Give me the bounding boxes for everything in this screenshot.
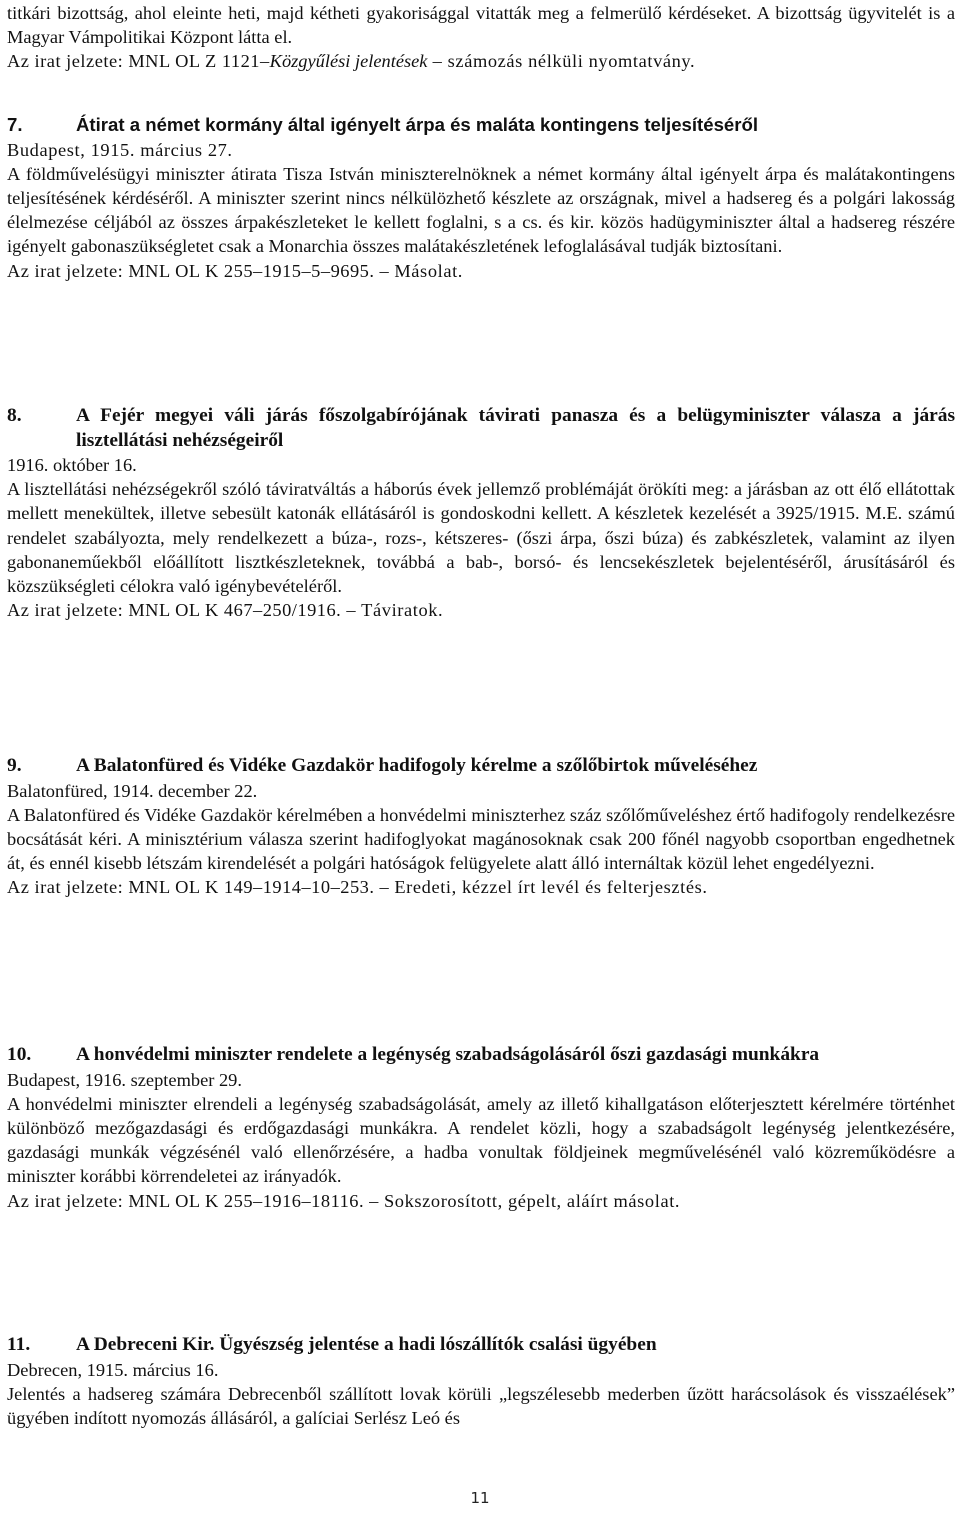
section-title: Átirat a német kormány által igényelt árpa és maláta kontingens teljesítéséről xyxy=(76,114,759,135)
ref-label: Az irat jelzete: xyxy=(7,51,124,72)
section-body: A honvédelmi miniszter elrendeli a legénység szabadságolását, amely az illető kihallgatáson előterjesztett kérelmére történhet különböző mezőgazdasági és erdőgazdasági munkákra. A rendelet közli, hogy a szabadságolt legénység jelentkezésére, gazdasági munkák végzésénél való ellenőrzésére, a hadba vonultak földjeinek megművelésénél való közreműködésre a miniszter korábbi körrendeletei az irányadók. xyxy=(7,1093,955,1187)
section-title: A Debreceni Kir. Ügyészség jelentése a hadi lószállítók csalási ügyében xyxy=(76,1334,657,1355)
ref-code: MNL OL K 467–250/1916. – xyxy=(123,600,362,621)
section-9 xyxy=(7,754,955,900)
ref-label: Az irat jelzete: xyxy=(7,260,124,281)
section-heading xyxy=(7,1043,955,1068)
section-8 xyxy=(7,404,955,622)
ref-code: MNL OL K 255–1916–18116. – xyxy=(123,1190,384,1211)
section-place-date: Budapest, 1916. szeptember 29. xyxy=(7,1069,242,1090)
ref-code: MNL OL K 255–1915–5–9695. – xyxy=(123,260,395,281)
section-title: A Fejér megyei váli járás főszolgabírójának távirati panasza és a belügyminiszter válasza a járás lisztellátási nehézségeiről xyxy=(76,405,955,451)
section-number: 8. xyxy=(7,405,22,426)
ref-tail: Eredeti, kézzel írt levél és felterjesztés. xyxy=(394,877,708,898)
section-place-date: 1916. október 16. xyxy=(7,455,137,475)
section-heading xyxy=(7,113,955,138)
ref-tail: – számozás nélküli nyomtatvány. xyxy=(427,51,696,72)
section-title: A honvédelmi miniszter rendelete a legénység szabadságolásáról őszi gazdasági munkákra xyxy=(76,1044,820,1065)
ref-tail: Másolat. xyxy=(394,260,463,281)
ref-label: Az irat jelzete: xyxy=(7,1190,124,1211)
section-reference xyxy=(7,1189,955,1213)
section-number: 9. xyxy=(7,755,22,776)
section-body: A lisztellátási nehézségekről szóló táviratváltás a háborús évek jellemző problémáját örökíti meg: a járásban az ott élő ellátottak mellett menekültek, illetve sebesült katonák ellátásáról is gondoskodni kellett. A készletek kezelését a 3925/1915. M.E. számú rendelet szabályozta, mely rendelkezett a búza-, rozs-, kétszeres- (őszi árpa, őszi búza) és zabkészletek, valamint az ilyen gabonaneműekből előállított lisztkészleteknek, továbbá a bab-, borsó- és lencsekészletek bejelentéséről, árusításáról és közszükségleti célokra való igénybevételéről. xyxy=(7,479,955,597)
page-number: 11 xyxy=(470,1489,490,1507)
section-number: 7. xyxy=(7,114,23,135)
section-body: Jelentés a hadsereg számára Debrecenből szállított lovak körüli „legszélesebb mederben űzött harácsolások és visszaélések” ügyében indított nyomozás állásáról, a galíciai Serlész Leó és xyxy=(7,1383,955,1428)
section-number: 10. xyxy=(7,1044,32,1065)
ref-code: MNL OL Z 1121– xyxy=(123,51,270,72)
ref-tail: Sokszorosított, gépelt, aláírt másolat. xyxy=(383,1190,681,1211)
section-body: A földművelésügyi miniszter átirata Tisza István miniszterelnöknek a német kormány által igényelt árpa és malátakontingens teljesítésének kérdéséről. A miniszter szerint nincs nélkülözhető készlete az országnak, mivel a hadsereg és a polgári lakosság élelmezése céljából az összes árpakészleteket le kellett foglalni, s a cs. és kir. közös hadügyminiszter által a hadsereg részére igényelt gabonaszükségletet csak a Monarchia összes malátakészletének lefoglalásával tudják biztosítani. xyxy=(7,163,955,257)
section-7 xyxy=(7,113,955,283)
section-reference xyxy=(7,598,955,622)
ref-label: Az irat jelzete: xyxy=(7,877,124,898)
section-body: A Balatonfüred és Vidéke Gazdakör kérelmében a honvédelmi miniszterhez száz szőlőműveléshez értő hadifogoly rendelkezésre bocsátását kéri. A minisztérium válasza szerint hadifoglyokat magánosoknak csak 200 főnél nagyobb csoportban engedhetnek át, és ennél kisebb létszám kirendelését a polgári hatóságok felügyelete alatt álló internáltak közül lehet engedélyezni. xyxy=(7,804,955,874)
ref-code: MNL OL K 149–1914–10–253. – xyxy=(123,877,395,898)
intro-reference xyxy=(7,49,955,73)
intro-paragraph: titkári bizottság, ahol eleinte heti, majd kétheti gyakorisággal vitatták meg a felmerülő kérdéseket. A bizottság ügyvitelét is a Magyar Vámpolitikai Központ látta el. xyxy=(7,3,955,48)
section-heading xyxy=(7,754,955,779)
section-reference xyxy=(7,875,955,899)
section-place-date: Debrecen, 1915. március 16. xyxy=(7,1359,219,1380)
section-reference xyxy=(7,259,955,283)
section-10 xyxy=(7,1043,955,1213)
ref-italic: Közgyűlési jelentések xyxy=(269,51,428,72)
section-place-date: Balatonfüred, 1914. december 22. xyxy=(7,780,258,801)
ref-tail: Táviratok. xyxy=(361,600,444,621)
section-heading xyxy=(7,404,955,453)
section-number: 11. xyxy=(7,1334,31,1355)
section-title: A Balatonfüred és Vidéke Gazdakör hadifogoly kérelme a szőlőbirtok műveléséhez xyxy=(76,755,758,776)
section-heading xyxy=(7,1333,955,1358)
section-place-date: Budapest, 1915. március 27. xyxy=(7,139,233,160)
ref-label: Az irat jelzete: xyxy=(7,600,124,621)
section-11 xyxy=(7,1333,955,1430)
